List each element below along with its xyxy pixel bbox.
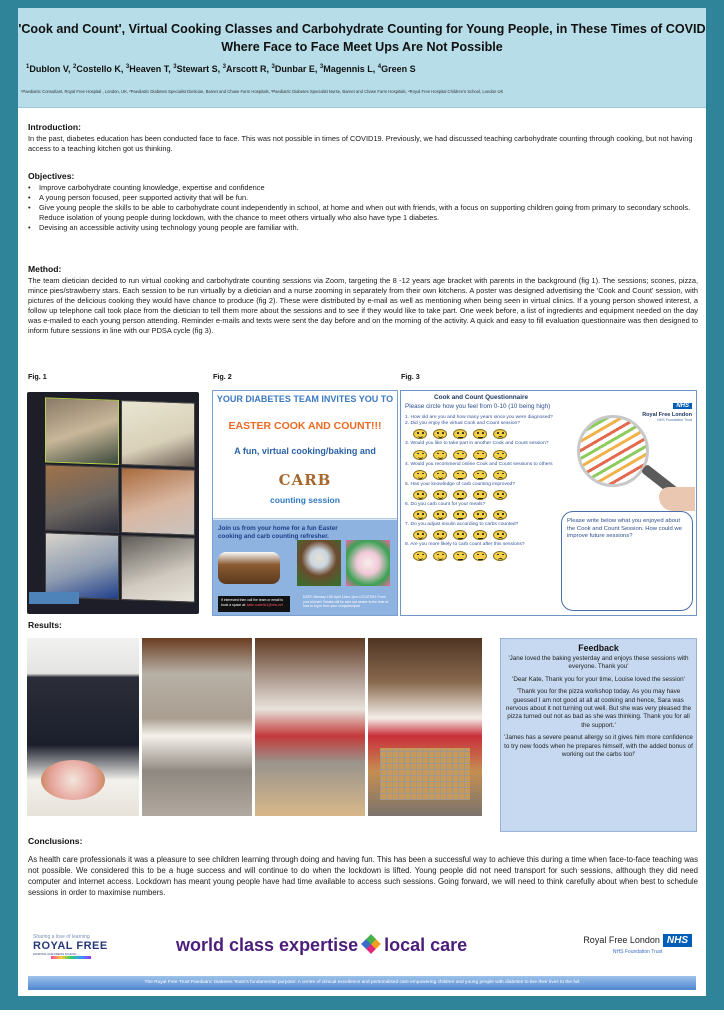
neutral-face-icon[interactable] bbox=[453, 450, 467, 460]
author: Dublon V bbox=[29, 64, 69, 74]
zoom-video-grid bbox=[45, 397, 195, 602]
poster-bottom bbox=[213, 520, 397, 615]
author-sup: 3 bbox=[222, 64, 227, 70]
bunny-cake-image bbox=[346, 540, 390, 586]
neutral-face-icon[interactable] bbox=[473, 450, 487, 460]
author-sup: 3 bbox=[125, 64, 130, 70]
feedback-quote: 'James has a severe peanut allergy so it gives him more confidence to try new foods when he prepares himself, with the added bonus of working out the carbs too!' bbox=[504, 734, 693, 759]
author-sup: 1 bbox=[26, 64, 30, 70]
nhs-logo: NHS bbox=[663, 934, 692, 947]
school-tagline: Sharing a love of learning bbox=[33, 934, 90, 940]
hand-image bbox=[659, 487, 695, 511]
happy-face-icon[interactable] bbox=[433, 510, 447, 520]
objectives-heading: Objectives: bbox=[28, 171, 75, 181]
magnifying-glass-icon bbox=[577, 415, 649, 487]
taskbar-icons bbox=[29, 592, 79, 604]
objective-item: • Devising an accessible activity using technology young people are familiar with. bbox=[28, 223, 698, 233]
question: 3. Would you like to take part in another Cook and Count session? bbox=[405, 441, 549, 447]
video-tile bbox=[45, 465, 119, 533]
feedback-heading: Feedback bbox=[578, 643, 619, 653]
objective-item: • Give young people the skills to be able to carbohydrate count independently in school, at home and when out with friends, with a focus on supporting children going from primary to secondary schools. Reduce isolation of young people during lockdown, with the chance to meet others virtually who also have type 1 diabetes. bbox=[28, 203, 698, 223]
pastry-cutting-photo bbox=[255, 638, 365, 816]
rating-faces[interactable] bbox=[405, 510, 565, 520]
happy-face-icon[interactable] bbox=[413, 429, 427, 439]
questionnaire-title: Cook and Count Questionnaire bbox=[433, 394, 529, 401]
question: 5. Has your knowledge of carb counting improved? bbox=[405, 481, 516, 487]
author: Dunbar E bbox=[274, 64, 315, 74]
poster-sheet bbox=[18, 8, 706, 996]
happy-face-icon[interactable] bbox=[413, 510, 427, 520]
author: Heaven T bbox=[129, 64, 169, 74]
free-text-box[interactable] bbox=[561, 511, 693, 611]
happy-face-icon[interactable] bbox=[433, 551, 447, 561]
baked-tarts-photo bbox=[368, 638, 482, 816]
sad-face-icon[interactable] bbox=[493, 510, 507, 520]
slogan-right: local care bbox=[384, 935, 468, 955]
poster-subtitle: A fun, virtual cooking/baking and bbox=[234, 446, 376, 456]
purpose-banner: The Royal Free Trust Paediatric Diabetes Team's fundamental purpose: A centre of clinical excellence and personalised care empowering children and young people with diabetes to live their lives to the full bbox=[28, 976, 696, 990]
trust-sub: NHS Foundation Trust bbox=[612, 949, 663, 955]
video-tile bbox=[45, 397, 119, 465]
poster-join-text: Join us from your home for a fun Easter cooking and carb counting refresher. bbox=[218, 525, 338, 540]
rating-faces[interactable] bbox=[405, 470, 565, 480]
rating-faces[interactable] bbox=[405, 490, 565, 500]
pizza-result-photo bbox=[27, 638, 139, 816]
neutral-face-icon[interactable] bbox=[473, 429, 487, 439]
poster-contact-box bbox=[218, 596, 290, 612]
poster-contact-email: katie.costello1@nhs.net bbox=[246, 602, 283, 607]
objectives-section bbox=[28, 171, 698, 233]
question: 6. Do you carb count for your meals? bbox=[405, 502, 486, 508]
question: 7. Do you adjust insulin according to carbs counted? bbox=[405, 522, 519, 528]
neutral-face-icon[interactable] bbox=[453, 551, 467, 561]
question: 4. Would you recommend online Cook and Count sessions to others bbox=[405, 461, 553, 467]
happy-face-icon[interactable] bbox=[413, 470, 427, 480]
video-tile bbox=[121, 535, 195, 603]
neutral-face-icon[interactable] bbox=[473, 530, 487, 540]
neutral-face-icon[interactable] bbox=[453, 490, 467, 500]
trust-name: Royal Free London bbox=[583, 935, 660, 945]
royal-free-london-logo bbox=[583, 934, 692, 955]
question: 8. Are you more likely to carb count after this sessions? bbox=[405, 542, 525, 548]
royal-free-school-logo bbox=[33, 934, 143, 959]
feedback-quote: 'Dear Kate, Thank you for your time, Louise loved the session' bbox=[512, 675, 685, 683]
author-sup: 3 bbox=[173, 64, 177, 70]
fig1-label: Fig. 1 bbox=[28, 372, 47, 381]
question: 1. How old are you and how many years since you were diagnosed? bbox=[405, 415, 553, 420]
poster-carb-word: CARB bbox=[278, 471, 332, 489]
happy-face-icon[interactable] bbox=[413, 450, 427, 460]
feedback-quote: 'Thank you for the pizza workshop today. As you may have guessed I am not good at all at cooking and hence, Sara was nervous about it not turning out well. But she was very pleased the pizza turned out not as bad as she was thinking. Thank you for all the support.' bbox=[505, 688, 692, 729]
rainbow-decoration bbox=[51, 956, 91, 959]
method-text: The team dietician decided to run virtual cooking and carbohydrate counting sessions via Zoom, targeting the 8 -12 years age bracket with parents in the background (fig 1). The sessions; scones, pizza, mince pies/strawberry stars. Each session to be run virtually by a dietician and a nurse zooming in separately from their own kitchens. A poster was designed advertising the 'Cook and Count' session, with pictures of the delicious cooking they would have chance to produce (fig 2). These were distributed by e-mail as well as mentioning when being seen in virtual clinics. If a young person showed interest, a follow up telephone call took place from the dietician to tell them more about the sessions and to see if they would like to take part. One week before, a list of ingredients and equipment needed on the day was e-mailed to each young person attending. Reminder e-mails and texts were sent the day before and on the morning of the activity. A quick and easy to fill evaluation questionnaire was then designed to inform future sessions in line with our PDSA cycle (fig 3). bbox=[28, 276, 698, 335]
happy-face-icon[interactable] bbox=[433, 429, 447, 439]
pizza-image bbox=[41, 760, 105, 800]
video-tile bbox=[121, 467, 195, 535]
introduction-text: In the past, diabetes education has been conducted face to face. This was not possible in times of COVID19. Previously, we had discussed teaching carbohydrate counting through cooking, but not having access to a teaching kitchen got us thinking. bbox=[28, 134, 693, 153]
slogan-left: world class expertise bbox=[176, 935, 359, 955]
title-line-2: Where Face to Face Meet Ups Are Not Possible bbox=[221, 40, 503, 54]
question-list bbox=[405, 415, 565, 563]
questionnaire bbox=[400, 390, 697, 616]
author-sup: 4 bbox=[377, 64, 382, 70]
author: Costello K bbox=[76, 64, 121, 74]
neutral-face-icon[interactable] bbox=[453, 470, 467, 480]
neutral-face-icon[interactable] bbox=[473, 470, 487, 480]
hot-cross-buns-image bbox=[218, 552, 280, 584]
video-tile bbox=[45, 532, 119, 600]
nhs-trust-sub: NHS Foundation Trust bbox=[657, 418, 692, 422]
results-heading: Results: bbox=[28, 620, 62, 630]
author-sup: 2 bbox=[73, 64, 77, 70]
author: Magennis L bbox=[323, 64, 373, 74]
questionnaire-subtitle: Please circle how you feel from 0-10 (10 being high) bbox=[405, 403, 551, 410]
author: Stewart S bbox=[176, 64, 218, 74]
feedback-quote: 'Jane loved the baking yesterday and enjoys these sessions with everyone. Thank you' bbox=[508, 655, 689, 671]
rating-faces[interactable] bbox=[405, 551, 565, 561]
conclusions-section bbox=[28, 836, 698, 898]
author: Arscott R bbox=[226, 64, 267, 74]
happy-face-icon[interactable] bbox=[433, 530, 447, 540]
poster-title bbox=[18, 20, 706, 56]
poster-top bbox=[213, 391, 397, 519]
results-section bbox=[28, 620, 698, 632]
school-sub: HOSPITAL CHILDREN'S SCHOOL bbox=[33, 952, 77, 956]
author-list: $^1$Dublon V, $^2$Costello K, $^3$Heaven T, $^3$Stewart S, $^3$Arscott R, $^3$Dunbar E, $^3$Magennis L, $^4$Green S bbox=[26, 64, 416, 74]
neutral-face-icon[interactable] bbox=[473, 551, 487, 561]
method-section bbox=[28, 264, 698, 336]
fig2-label: Fig. 2 bbox=[213, 372, 232, 381]
happy-face-icon[interactable] bbox=[413, 530, 427, 540]
objectives-list bbox=[28, 183, 698, 233]
nhs-logo-small bbox=[642, 394, 692, 422]
neutral-face-icon[interactable] bbox=[453, 530, 467, 540]
sad-face-icon[interactable] bbox=[493, 450, 507, 460]
fig3-label: Fig. 3 bbox=[401, 372, 420, 381]
poster-contact: If interested then call the team or email to book a space at: bbox=[221, 598, 284, 607]
affiliations: ¹Paediatric Consultant, Royal Free Hospital , London, UK, ²Paediatric Diabetes Specialist Dietician, Barnet and Chase Farm Hospitals, ³Paediatric Diabetes Specialist Nurse, Barnet and Chase Farm Hospitals, ⁴Royal Free Hospital Children's School, London UK bbox=[21, 89, 504, 94]
happy-face-icon[interactable] bbox=[413, 490, 427, 500]
poster-event-title: EASTER COOK AND COUNT!!! bbox=[228, 420, 382, 432]
sad-face-icon[interactable] bbox=[493, 551, 507, 561]
sad-face-icon[interactable] bbox=[493, 470, 507, 480]
author-sup: 3 bbox=[319, 64, 324, 70]
objective-item: • Improve carbohydrate counting knowledge, expertise and confidence bbox=[28, 183, 698, 193]
cooling-rack-image bbox=[380, 748, 470, 800]
video-tile bbox=[121, 400, 195, 468]
trust-slogan bbox=[176, 935, 467, 956]
sad-face-icon[interactable] bbox=[493, 530, 507, 540]
neutral-face-icon[interactable] bbox=[473, 510, 487, 520]
neutral-face-icon[interactable] bbox=[453, 429, 467, 439]
rating-faces[interactable] bbox=[405, 530, 565, 540]
neutral-face-icon[interactable] bbox=[453, 510, 467, 520]
easter-nest-image bbox=[297, 540, 341, 586]
event-poster bbox=[212, 390, 398, 616]
introduction-heading: Introduction: bbox=[28, 122, 81, 132]
poster-date-info: DATE: Monday 12th April 11am-1pm LOCATION: From your kitchen! Details will be sent out nearer to the time of how to log in from your computer/ipad bbox=[303, 595, 389, 608]
rating-faces[interactable] bbox=[405, 450, 565, 460]
free-text-prompt: Please write below what you enjoyed about the Cook and Count Session. How could we improve future sessions? bbox=[567, 518, 682, 540]
author-sup: 3 bbox=[271, 64, 275, 70]
author: Green S bbox=[381, 64, 416, 74]
title-line-1: 'Cook and Count', Virtual Cooking Classes and Carbohydrate Counting for Young People, in These Times of COVID bbox=[18, 22, 706, 36]
rating-faces[interactable] bbox=[405, 429, 565, 439]
sad-face-icon[interactable] bbox=[493, 429, 507, 439]
neutral-face-icon[interactable] bbox=[473, 490, 487, 500]
zoom-call-photo bbox=[27, 392, 199, 614]
diamond-logo-icon bbox=[361, 934, 381, 954]
method-heading: Method: bbox=[28, 264, 62, 274]
nhs-badge: NHS bbox=[673, 403, 692, 409]
conclusions-text: As health care professionals it was a pleasure to see children learning through doing and having fun. This has been a successful way to achieve this during a time when face-to-face teaching was not possible. We considered this to be a huge success and will continue to do when the lockdown is lifted. Young people did not need transport for such sessions, although they did need computer and internet access. Lockdown has meant young people have had time available to access such sessions. Going forward, we will need to think carefully about when best to schedule sessions in order to maximise numbers. bbox=[28, 855, 698, 897]
happy-face-icon[interactable] bbox=[413, 551, 427, 561]
footer-logos bbox=[18, 928, 706, 972]
happy-face-icon[interactable] bbox=[433, 450, 447, 460]
school-name: ROYAL FREE bbox=[33, 940, 108, 952]
preparing-pizza-photo bbox=[142, 638, 252, 816]
conclusions-heading: Conclusions: bbox=[28, 836, 83, 846]
objective-item: • A young person focused, peer supported activity that will be fun. bbox=[28, 193, 698, 203]
nhs-trust-name: Royal Free London bbox=[642, 412, 692, 418]
poster-counting: counting session bbox=[270, 495, 340, 505]
feedback-box bbox=[500, 638, 697, 832]
poster-invite: YOUR DIABETES TEAM INVITES YOU TO bbox=[216, 394, 394, 404]
sad-face-icon[interactable] bbox=[493, 490, 507, 500]
happy-face-icon[interactable] bbox=[433, 470, 447, 480]
happy-face-icon[interactable] bbox=[433, 490, 447, 500]
poster-header bbox=[18, 8, 706, 108]
question: 2. Did you enjoy the virtual Cook and Count session? bbox=[405, 421, 520, 427]
introduction-section bbox=[28, 122, 698, 154]
